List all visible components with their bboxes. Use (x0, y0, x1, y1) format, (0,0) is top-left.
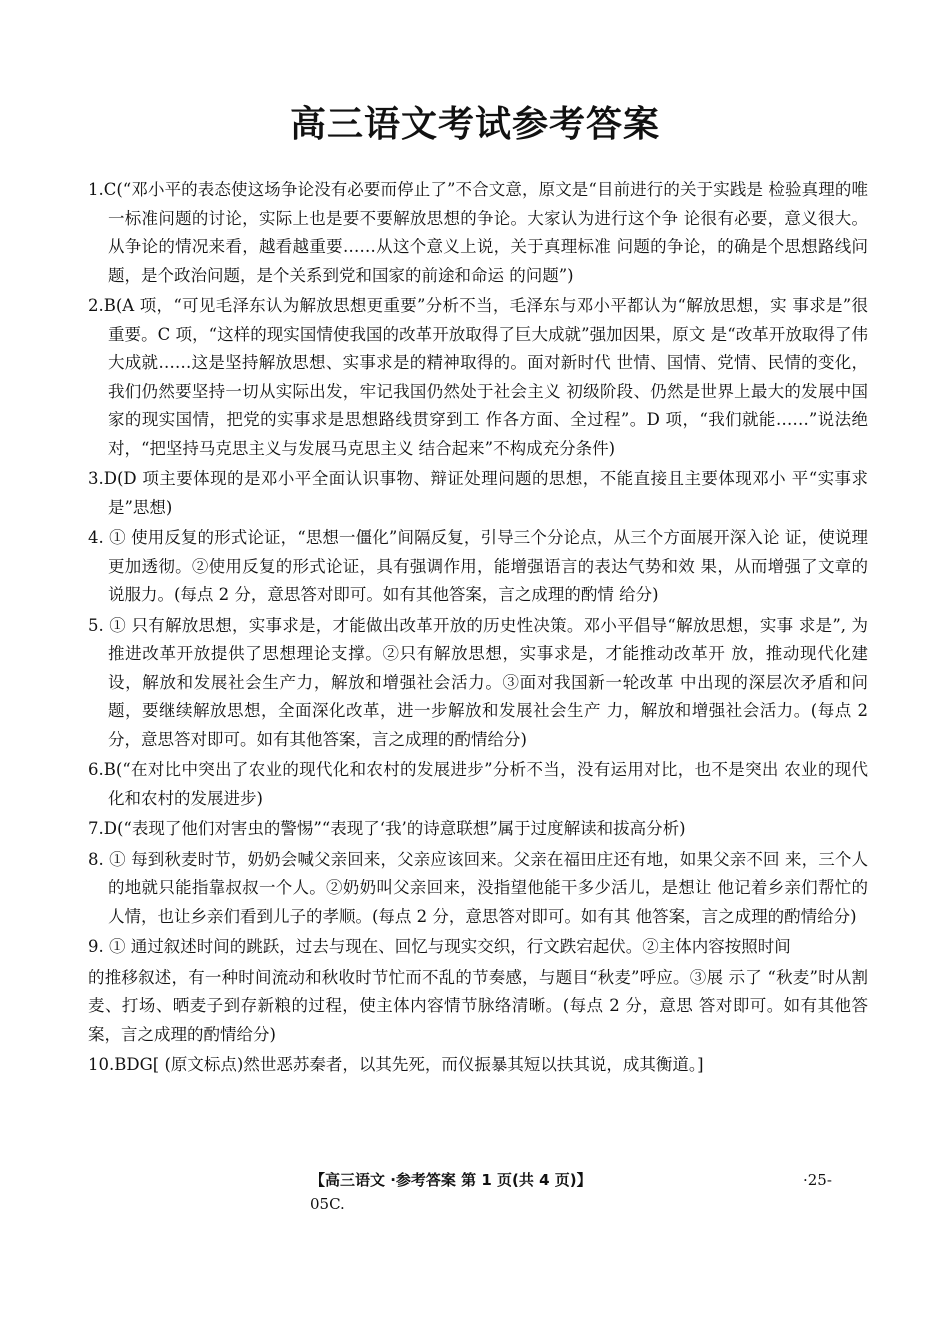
answer-4: 4. ① 使用反复的形式论证，“思想一僵化”间隔反复，引导三个分论点，从三个方面展开深入论 证，使说理更加透彻。②使用反复的形式论证，具有强调作用，能增强语言的表达气势和效 果，从而增强了文章的说服力。(每点 2 分，意思答对即可。如有其他答案，言之成理的酌情 给分) (88, 528, 868, 604)
footer-code-line-2: 05C. (310, 1195, 345, 1213)
answer-6: 6.B(“在对比中突出了农业的现代化和农村的发展进步”分析不当，没有运用对比，也不是突出 农业的现代化和农村的发展进步) (88, 760, 868, 808)
footer-code-line-1: ·25- (803, 1171, 832, 1189)
answer-9-continued: 的推移叙述，有一种时间流动和秋收时节忙而不乱的节奏感，与题目“秋麦”呼应。③展 示了 “秋麦”时从割麦、打场、晒麦子到存新粮的过程，使主体内容情节脉络清晰。(每点 2 分，意思 答对即可。如有其他答案，言之成理的酌情给分) (88, 967, 868, 1044)
answer-2: 2.B(A 项，“可见毛泽东认为解放思想更重要”分析不当，毛泽东与邓小平都认为“解放思想，实 事求是”很重要。C 项，“这样的现实国情使我国的改革开放取得了巨大成就”强加因果，原文 是“改革开放取得了伟大成就……这是坚持解放思想、实事求是的精神取得的。面对新时代 世情、国情、党情、民情的变化，我们仍然要坚持一切从实际出发，牢记我国仍然处于社会主义 初级阶段、仍然是世界上最大的发展中国家的现实国情，把党的实事求是思想路线贯穿到工 作各方面、全过程”。D 项，“我们就能……”说法绝对，“把坚持马克思主义与发展马克思主义 结合起来”不构成充分条件) (88, 296, 868, 458)
answer-9: 9. ① 通过叙述时间的跳跃，过去与现在、回忆与现实交织，行文跌宕起伏。②主体内容按照时间 (88, 937, 791, 956)
answer-10: 10.BDG[ (原文标点)然世恶苏秦者，以其先死，而仪振暴其短以扶其说，成其衡道。] (88, 1055, 704, 1074)
answer-3: 3.D(D 项主要体现的是邓小平全面认识事物、辩证处理问题的思想，不能直接且主要体现邓小 平“实事求是”思想) (88, 469, 868, 517)
answer-list (88, 176, 868, 1082)
page-title: 高三语文考试参考答案 (289, 104, 660, 145)
footer-code (803, 1168, 832, 1192)
page-footer (310, 1168, 850, 1216)
answer-5: 5. ① 只有解放思想，实事求是，才能做出改革开放的历史性决策。邓小平倡导“解放思想，实事 求是”, 为推进改革开放提供了思想理论支撑。②只有解放思想，实事求是，才能推动改革开 放，推动现代化建设，解放和发展社会生产力，解放和增强社会活力。③面对我国新一轮改革 中出现的深层次矛盾和问题，要继续解放思想，全面深化改革，进一步解放和发展社会生产 力，解放和增强社会活力。(每点 2 分，意思答对即可。如有其他答案，言之成理的酌情给分) (88, 615, 868, 749)
footer-page-label: 【高三语文 ·参考答案 第 1 页(共 4 页)】 (310, 1171, 592, 1189)
answer-7: 7.D(“表现了他们对害虫的警惕”“表现了‘我’的诗意联想”属于过度解读和拔高分析) (88, 819, 686, 838)
answer-1: 1.C(“邓小平的表态使这场争论没有必要而停止了”不合文意，原文是“目前进行的关于实践是 检验真理的唯一标准问题的讨论，实际上也是要不要解放思想的争论。大家认为进行这个争 论很有必要，意义很大。从争论的情况来看，越看越重要……从这个意义上说，关于真理标准 问题的争论，的确是个思想路线问题，是个政治问题，是个关系到党和国家的前途和命运 的问题”) (88, 180, 868, 285)
answer-8: 8. ① 每到秋麦时节，奶奶会喊父亲回来，父亲应该回来。父亲在福田庄还有地，如果父亲不回 来，三个人的地就只能指靠叔叔一个人。②奶奶叫父亲回来，没指望他能干多少活儿，是想让 他记着乡亲们帮忙的人情，也让乡亲们看到儿子的孝顺。(每点 2 分，意思答对即可。如有其 他答案，言之成理的酌情给分) (88, 849, 868, 926)
